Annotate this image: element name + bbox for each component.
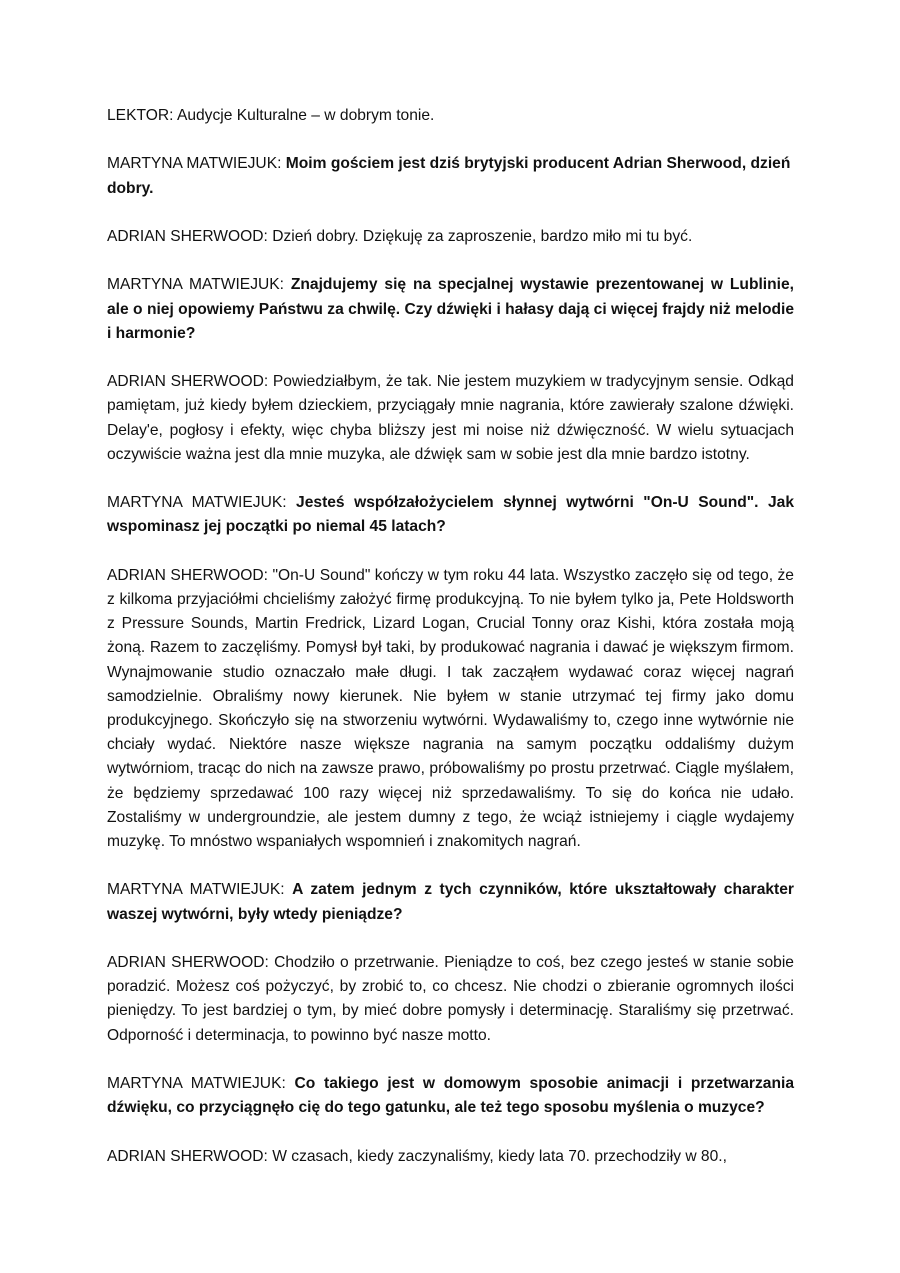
speaker-label: MARTYNA MATWIEJUK: [107,155,282,173]
paragraph-guest-answer [107,951,794,1048]
answer-text: W czasach, kiedy zaczynaliśmy, kiedy lata 70. przechodziły w 80., [272,1147,727,1165]
paragraph-guest-answer [107,225,794,249]
speaker-label: MARTYNA MATWIEJUK: [107,1074,286,1092]
speaker-label: MARTYNA MATWIEJUK: [107,276,284,294]
paragraph-host-question [107,491,794,539]
paragraph-host-question [107,878,794,926]
paragraph-guest-answer [107,564,794,854]
answer-text: Dzień dobry. Dziękuję za zaproszenie, bardzo miło mi tu być. [272,227,693,245]
answer-text: Chodziło o przetrwanie. Pieniądze to coś, bez czego jesteś w stanie sobie poradzić. Możesz coś pożyczyć, by zrobić to, co chcesz. Nie chodzi o zbieranie ogromnych ilości pieniędzy. To jest bardziej o tym, by mieć dobre pomysły i determinację. Staraliśmy się przetrwać. Odporność i determinacja, to powinno być nasze motto. [107,953,794,1044]
question-text: Jesteś współzałożycielem słynnej wytwórni "On-U Sound". Jak wspominasz jej początki po niemal 45 latach? [107,494,794,536]
question-text: Moim gościem jest dziś brytyjski producent Adrian Sherwood, dzień dobry. [107,155,791,197]
speaker-label: ADRIAN SHERWOOD: [107,227,268,245]
question-text: Co takiego jest w domowym sposobie animacji i przetwarzania dźwięku, co przyciągnęło cię do tego gatunku, ale też tego sposobu myślenia o muzyce? [107,1074,794,1117]
speaker-label: ADRIAN SHERWOOD: [107,566,268,584]
paragraph-host-question [107,152,794,200]
answer-text: Powiedziałbym, że tak. Nie jestem muzykiem w tradycyjnym sensie. Odkąd pamiętam, już kiedy byłem dzieckiem, przyciągały mnie nagrania, które zawierały szalone dźwięki. Delay'e, pogłosy i efekty, więc chyba bliższy jest mi noise niż dźwięczność. W wielu sytuacjach oczywiście ważna jest dla mnie muzyka, ale dźwięk sam w sobie jest dla mnie bardzo istotny. [107,373,794,463]
speaker-label: MARTYNA MATWIEJUK: [107,881,285,899]
transcript-page [107,104,794,1193]
speaker-label: ADRIAN SHERWOOD: [107,373,269,391]
speaker-label: LEKTOR: [107,107,174,124]
answer-text: "On-U Sound" kończy w tym roku 44 lata. Wszystko zaczęło się od tego, że z kilkoma przyjaciółmi chcieliśmy założyć firmę produkcyjną. To nie byłem tylko ja, Pete Holdsworth z Pressure Sounds, Martin Fredrick, Lizard Logan, Crucial Tonny oraz Kishi, która została moją żoną. Razem to zaczęliśmy. Pomysł był taki, by produkować nagrania i dawać je większym firmom. Wynajmowanie studio oznaczało małe długi. I tak zacząłem wydawać coraz więcej nagrań samodzielnie. Obraliśmy nowy kierunek. Nie byłem w stanie utrzymać tej firmy jako domu produkcyjnego. Skończyło się na stworzeniu wytwórni. Wydawaliśmy to, czego inne wytwórnie nie chciały wydać. Niektóre nasze większe nagrania na samym początku oddaliśmy dużym wytwórniom, tracąc do nich na zawsze prawo, próbowaliśmy po prostu przetrwać. Ciągle myślałem, że będziemy sprzedawać 100 razy więcej niż sprzedawaliśmy. To się do końca nie udało. Zostaliśmy w undergroundzie, ale jestem dumny z tego, że wciąż istniejemy i ciągle wydajemy muzykę. To mnóstwo wspaniałych wspomnień i znakomitych nagrań. [107,566,794,850]
paragraph-host-question [107,1072,794,1120]
speaker-label: ADRIAN SHERWOOD: [107,1147,268,1165]
question-text: Znajdujemy się na specjalnej wystawie prezentowanej w Lublinie, ale o niej opowiemy Państwu za chwilę. Czy dźwięki i hałasy dają ci więcej frajdy niż melodie i harmonie? [107,276,794,342]
paragraph-guest-answer [107,1145,794,1169]
question-text: A zatem jednym z tych czynników, które ukształtowały charakter waszej wytwórni, były wtedy pieniądze? [107,881,794,923]
paragraph-lektor-intro [107,104,794,128]
paragraph-host-question [107,273,794,346]
speaker-label: MARTYNA MATWIEJUK: [107,494,287,512]
speaker-label: ADRIAN SHERWOOD: [107,953,269,971]
paragraph-guest-answer [107,370,794,467]
utterance-text: Audycje Kulturalne – w dobrym tonie. [176,107,435,124]
